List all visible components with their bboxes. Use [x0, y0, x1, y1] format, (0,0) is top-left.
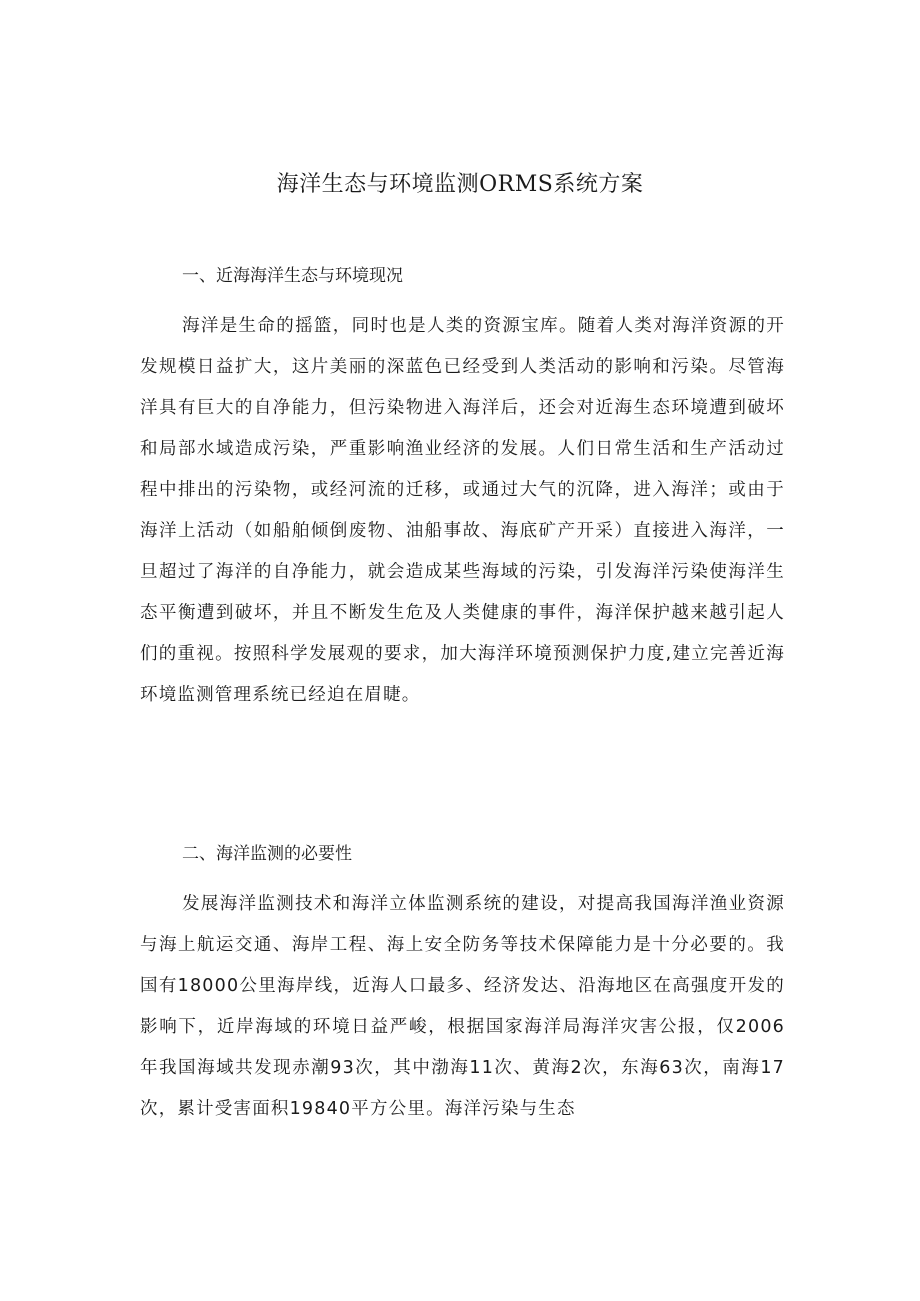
document-title: 海洋生态与环境监测ORMS系统方案	[276, 172, 644, 197]
section-paragraph-2: 发展海洋监测技术和海洋立体监测系统的建设，对提高我国海洋渔业资源与海上航运交通、海岸工程、海上安全防务等技术保障能力是十分必要的。我国有18000公里海岸线，近海人口最多、经济发达、沿海地区在高强度开发的影响下，近岸海域的环境日益严峻，根据国家海洋局海洋灾害公报，仅2006年我国海域共发现赤潮93次，其中渤海11次、黄海2次，东海63次，南海17次，累计受害面积19840平方公里。海洋污染与生态	[140, 894, 785, 1119]
section-paragraph-1: 海洋是生命的摇篮，同时也是人类的资源宝库。随着人类对海洋资源的开发规模日益扩大，这片美丽的深蓝色已经受到人类活动的影响和污染。尽管海洋具有巨大的自净能力，但污染物进入海洋后，还会对近海生态环境遭到破坏和局部水域造成污染，严重影响渔业经济的发展。人们日常生活和生产活动过程中排出的污染物，或经河流的迁移，或通过大气的沉降，进入海洋；或由于海洋上活动（如船舶倾倒废物、油船事故、海底矿产开采）直接进入海洋，一旦超过了海洋的自净能力，就会造成某些海域的污染，引发海洋污染使海洋生态平衡遭到破坏，并且不断发生危及人类健康的事件，海洋保护越来越引起人们的重视。按照科学发展观的要求，加大海洋环境预测保护力度,建立完善近海环境监测管理系统已经迫在眉睫。	[140, 316, 785, 705]
section-heading-2: 二、海洋监测的必要性	[182, 844, 352, 864]
section-heading-1: 一、近海海洋生态与环境现况	[182, 266, 403, 286]
